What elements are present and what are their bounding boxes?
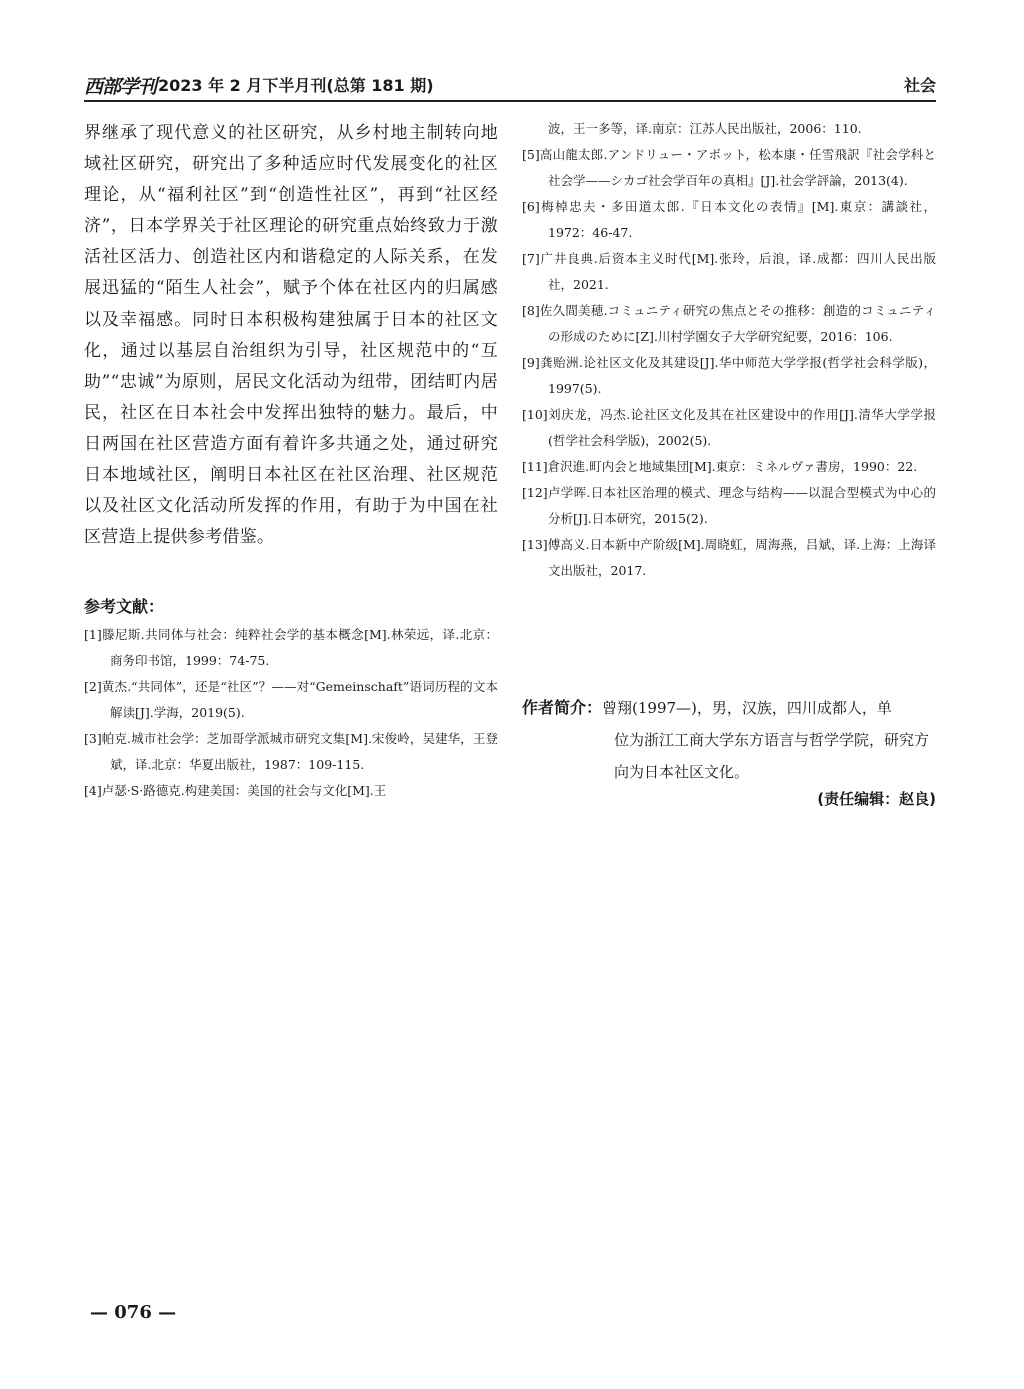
reference-4-continuation: 波，王一多等，译.南京：江苏人民出版社，2006：110. xyxy=(548,121,862,136)
editor-note: (责任编辑：赵良) xyxy=(817,790,936,808)
reference-10: [10]刘庆龙，冯杰.论社区文化及其在社区建设中的作用[J].清华大学学报(哲学社会科学版)，2002(5). xyxy=(522,407,936,448)
author-bio xyxy=(522,692,936,788)
reference-6: [6]梅棹忠夫・多田道太郎.『日本文化の表情』[M].東京：講談社，1972：46-47. xyxy=(522,199,936,240)
reference-13: [13]傅高义.日本新中产阶级[M].周晓虹，周海燕，吕斌，译.上海：上海译文出版社，2017. xyxy=(522,537,936,578)
reference-7: [7]广井良典.后资本主义时代[M].张玲，后浪，译.成都：四川人民出版社，2021. xyxy=(522,251,936,292)
reference-3: [3]帕克.城市社会学：芝加哥学派城市研究文集[M].宋俊岭，吴建华，王登斌，译.北京：华夏出版社，1987：109-115. xyxy=(84,731,498,772)
page-number: — 076 — xyxy=(90,1302,177,1323)
reference-2: [2]黄杰.“共同体”，还是“社区”？——对“Gemeinschaft”语词历程的文本解读[J].学海，2019(5). xyxy=(84,679,498,720)
reference-5: [5]高山龍太郎.アンドリュー・アボット，松本康・任雪飛訳『社会学科と社会学——シカゴ社会学百年の真相』[J].社会学評論，2013(4). xyxy=(522,147,936,188)
reference-8: [8]佐久間美穂.コミュニティ研究の焦点とその推移：創造的コミュニティの形成のために[Z].川村学園女子大学研究紀要，2016：106. xyxy=(522,303,936,344)
references-left-column xyxy=(84,622,498,804)
reference-11: [11]倉沢進.町内会と地域集団[M].東京：ミネルヴァ書房，1990：22. xyxy=(522,459,918,474)
author-bio-line-2: 位为浙江工商大学东方语言与哲学学院，研究方向为日本社区文化。 xyxy=(614,731,930,781)
references-heading: 参考文献： xyxy=(84,597,165,616)
header-rule xyxy=(84,100,936,102)
running-header xyxy=(84,72,936,98)
author-bio-label: 作者简介： xyxy=(522,698,603,717)
journal-logo: 西部学刊 xyxy=(84,76,157,98)
reference-4: [4]卢瑟·S·路德克.构建美国：美国的社会与文化[M].王 xyxy=(84,783,387,798)
reference-9: [9]龚贻洲.论社区文化及其建设[J].华中师范大学学报(哲学社会科学版)，1997(5). xyxy=(522,355,936,396)
section-label: 社会 xyxy=(903,76,936,95)
author-bio-line-1: 曾翔(1997—)，男，汉族，四川成都人，单 xyxy=(602,699,892,717)
body-paragraph: 界继承了现代意义的社区研究，从乡村地主制转向地域社区研究，研究出了多种适应时代发展变化的社区理论，从“福利社区”到“创造性社区”，再到“社区经济”，日本学界关于社区理论的研究重点始终致力于激活社区活力、创造社区内和谐稳定的人际关系，在发展迅猛的“陌生人社会”，赋予个体在社区内的归属感以及幸福感。同时日本积极构建独属于日本的社区文化，通过以基层自治组织为引导，社区规范中的“互助”“忠诚”为原则，居民文化活动为纽带，团结町内居民，社区在日本社会中发挥出独特的魅力。最后，中日两国在社区营造方面有着许多共通之处，通过研究日本地域社区，阐明日本社区在社区治理、社区规范以及社区文化活动所发挥的作用，有助于为中国在社区营造上提供参考借鉴。 xyxy=(84,123,498,548)
reference-12: [12]卢学晖.日本社区治理的模式、理念与结构——以混合型模式为中心的分析[J].日本研究，2015(2). xyxy=(522,485,936,526)
reference-1: [1]滕尼斯.共同体与社会：纯粹社会学的基本概念[M].林荣远，译.北京：商务印书馆，1999：74-75. xyxy=(84,627,498,668)
references-right-column xyxy=(522,116,936,584)
issue-info: 2023 年 2 月下半月刊(总第 181 期) xyxy=(158,76,434,95)
